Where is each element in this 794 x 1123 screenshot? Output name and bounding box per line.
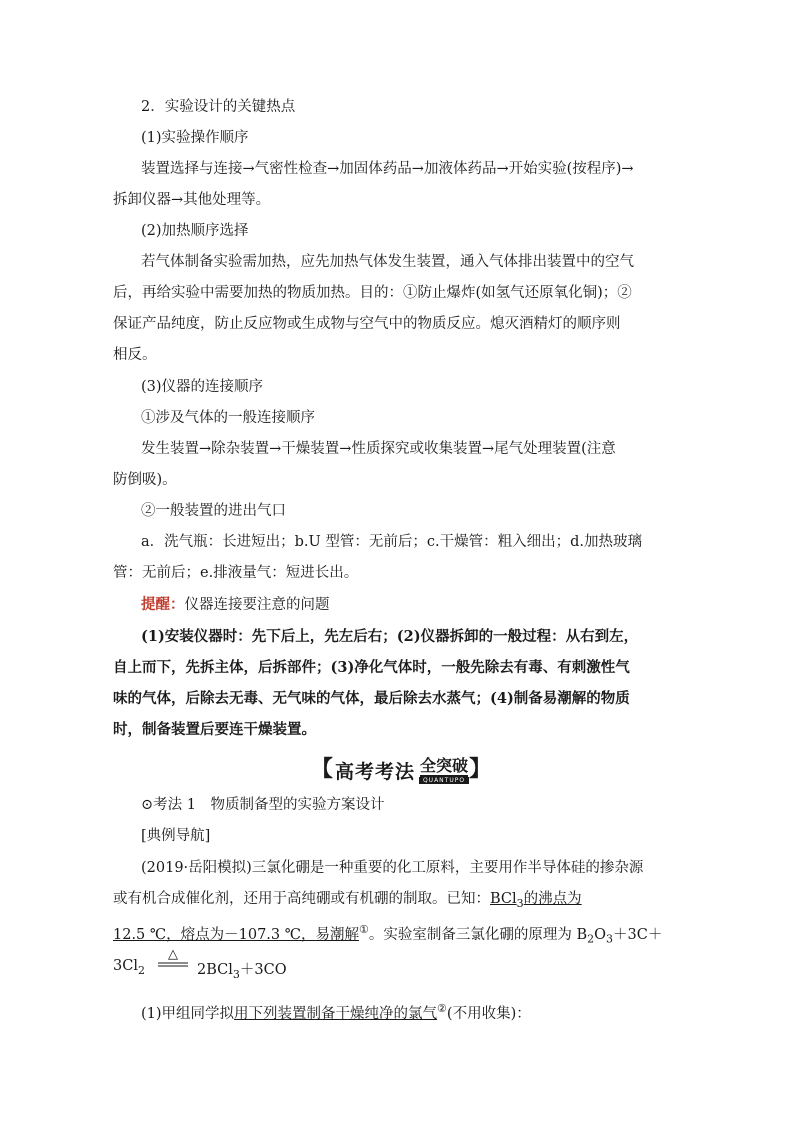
banner-open-bracket: 【	[310, 757, 333, 782]
reminder-title: 仪器连接要注意的问题	[184, 597, 330, 613]
underlined-text: 用下列装置制备干燥纯净的氯气	[234, 1005, 438, 1022]
example-line: 12.5 ℃，熔点为－107.3 ℃，易潮解①。实验室制备三氯化硼的原理为 $B_2O_3+3C+$	[113, 923, 663, 946]
paragraph-line: 拆卸仪器→其他处理等。	[113, 192, 271, 208]
footnote-marker: ②	[437, 1002, 447, 1015]
heat-symbol: △	[168, 947, 178, 962]
reminder-line: 自上而下，先拆主体，后拆部件；(3)净化气体时，一般先除去有毒、有刺激性气	[113, 659, 630, 676]
underlined-text: 12.5 ℃，熔点为－107.3 ℃，易潮解	[113, 926, 359, 943]
example-guide-label: [典例导航]	[141, 828, 211, 844]
banner-badge-subtext: QUANTUPO	[419, 777, 469, 784]
paragraph-line: 后，再给实验中需要加热的物质加热。目的：①防止爆炸(如氢气还原氧化铜)；②	[113, 285, 632, 301]
reminder-line: 味的气体，后除去无毒、无气味的气体，最后除去水蒸气；(4)制备易潮解的物质	[113, 690, 630, 707]
banner-badge	[419, 757, 469, 784]
paragraph-line: 管：无前后；e.排液量气：短进长出。	[113, 565, 359, 581]
reminder-line: (1)安装仪器时：先下后上，先左后右；(2)仪器拆卸的一般过程：从右到左，	[141, 628, 639, 645]
paragraph-line: 若气体制备实验需加热，应先加热气体发生装置，通入气体排出装置中的空气	[141, 254, 634, 270]
section-banner	[296, 757, 506, 783]
example-text: 或有机合成催化剂，还用于高纯硼或有机硼的制取。已知：	[113, 891, 490, 907]
subsection-title: (2)加热顺序选择	[141, 223, 249, 239]
equation-lhs: $3Cl_2$	[113, 958, 145, 977]
sub-item-title: ②一般装置的进出气口	[141, 503, 286, 519]
equation-condition	[156, 946, 190, 974]
method-title: ⊙考法 1 物质制备型的实验方案设计	[141, 797, 385, 813]
paragraph-line: a．洗气瓶：长进短出；b.U 型管：无前后；c.干燥管：粗入细出；d.加热玻璃	[141, 534, 642, 550]
equation-rhs: 2BCl$_3$＋3CO	[197, 962, 287, 981]
paragraph-line: 防倒吸)。	[113, 472, 177, 488]
example-line: (2019·岳阳模拟)三氯化硼是一种重要的化工原料，主要用作半导体硅的掺杂源	[141, 860, 644, 876]
paragraph-line: 装置选择与连接→气密性检查→加固体药品→加液体药品→开始实验(按程序)→	[141, 161, 634, 177]
reminder-label: 提醒：	[141, 596, 185, 613]
example-line	[113, 889, 683, 914]
subsection-title: (1)实验操作顺序	[141, 130, 249, 146]
banner-badge-text: 全突破	[420, 755, 469, 775]
reminder-heading	[141, 595, 683, 615]
paragraph-line: 发生装置→除杂装置→干燥装置→性质探究或收集装置→尾气处理装置(注意	[141, 441, 616, 457]
banner-close-bracket: 】	[469, 757, 492, 782]
subsection-title: (3)仪器的连接顺序	[141, 379, 264, 395]
section-heading: 2．实验设计的关键热点	[141, 99, 296, 115]
paragraph-line: 保证产品纯度，防止反应物或生成物与空气中的物质反应。熄灭酒精灯的顺序则	[113, 316, 621, 332]
underlined-text: BCl$_3$的沸点为	[490, 891, 582, 910]
reminder-line: 时，制备装置后要连干燥装置。	[113, 721, 316, 738]
banner-title: 高考考法	[334, 760, 415, 783]
question-line: (1)甲组同学拟用下列装置制备干燥纯净的氯气②(不用收集)：	[141, 1002, 531, 1022]
sub-item-title: ①涉及气体的一般连接顺序	[141, 410, 315, 426]
paragraph-line: 相反。	[113, 347, 157, 363]
footnote-marker: ①	[358, 923, 369, 936]
